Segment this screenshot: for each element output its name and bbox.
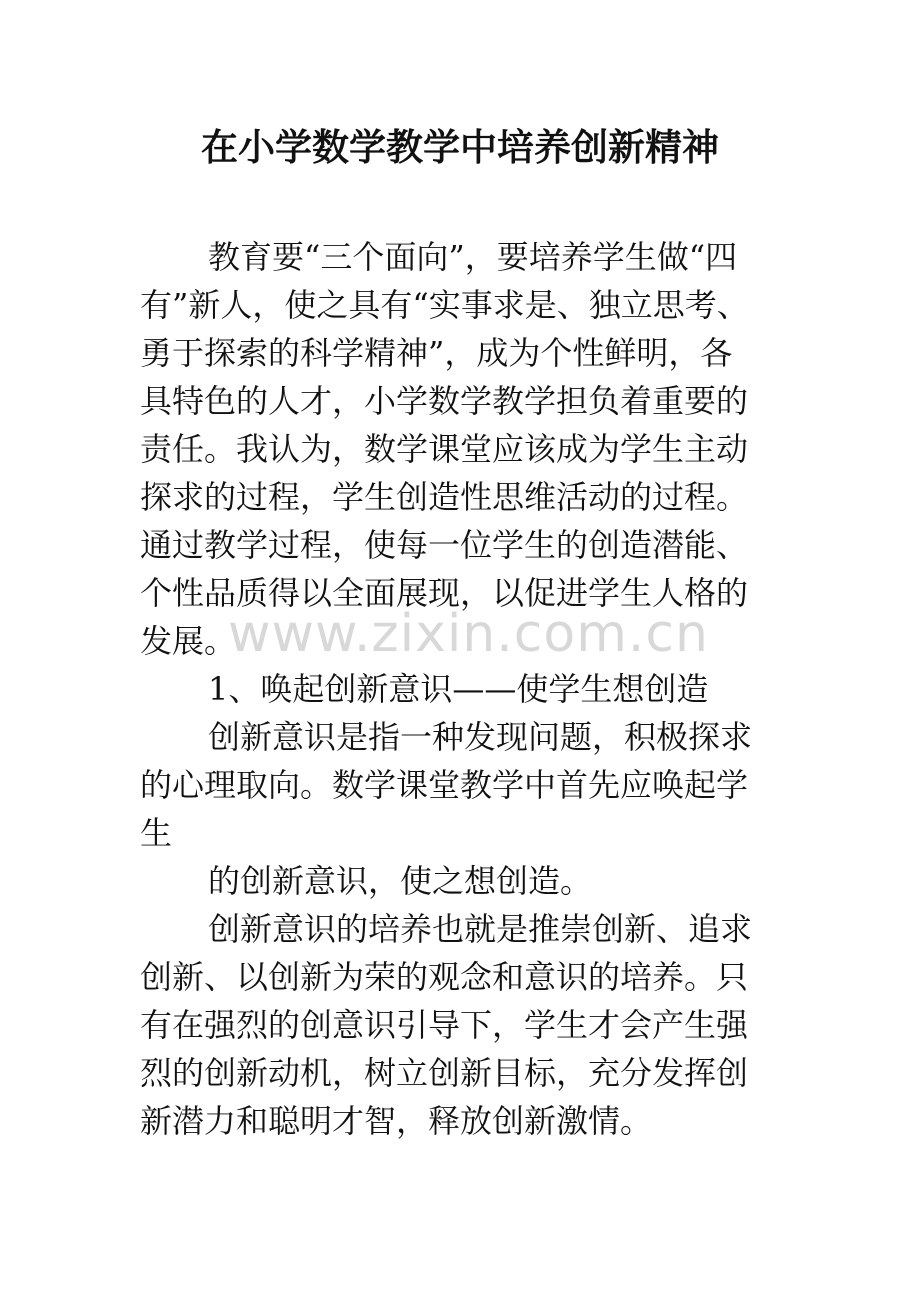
text-line: 教育要“三个面向”，要培养学生做“四 [208,238,738,276]
document-title: 在小学数学教学中培养创新精神 [201,125,719,169]
text-line: 发展。 [140,622,237,660]
text-line: 责任。我认为，数学课堂应该成为学生主动 [140,430,749,468]
text-line: 通过教学过程，使每一位学生的创造潜能、 [140,526,749,564]
text-line: 有在强烈的创意识引导下，学生才会产生强 [140,1006,749,1044]
text-line: 具特色的人才，小学数学教学担负着重要的 [140,382,749,420]
text-line: 生 [140,814,173,852]
text-line: 探求的过程，学生创造性思维活动的过程。 [140,478,749,516]
text-line: 创新意识是指一种发现问题，积极探求 [208,718,753,756]
text-line: 的心理取向。数学课堂教学中首先应唤起学 [140,766,749,804]
text-line: 创新、以创新为荣的观念和意识的培养。只 [140,958,749,996]
document-body [140,233,786,1145]
text-line: 新潜力和聪明才智，释放创新激情。 [140,1102,653,1140]
text-line: 的创新意识，使之想创造。 [208,862,593,900]
text-line: 烈的创新动机，树立创新目标，充分发挥创 [140,1054,749,1092]
section-heading: 1、唤起创新意识——使学生想创造 [208,670,709,708]
text-line: 有”新人，使之具有“实事求是、独立思考、 [140,286,749,324]
text-line: 个性品质得以全面展现，以促进学生人格的 [140,574,749,612]
text-line: 勇于探索的科学精神”，成为个性鲜明，各 [140,334,733,372]
text-line: 创新意识的培养也就是推崇创新、追求 [208,910,753,948]
watermark: www.zixin.com.cn [228,604,709,664]
